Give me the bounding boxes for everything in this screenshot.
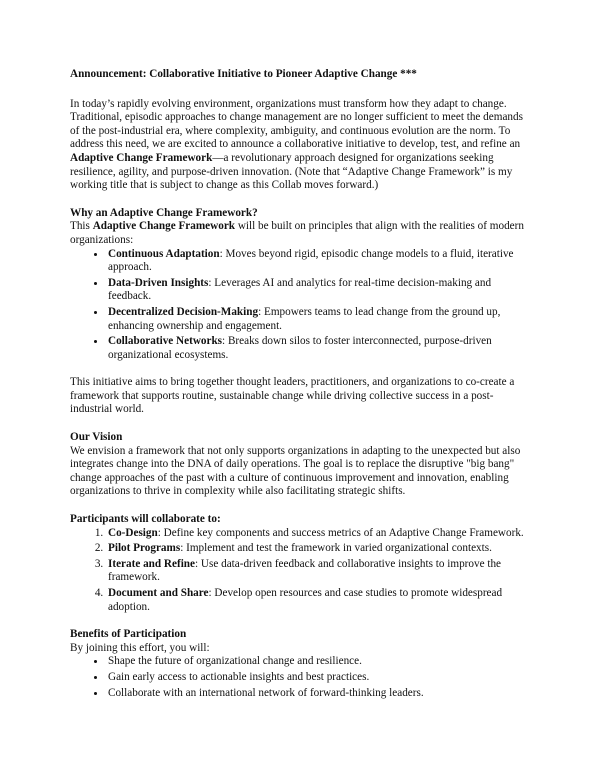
document-page bbox=[70, 68, 532, 714]
participants-list bbox=[70, 527, 532, 615]
why-closing: This initiative aims to bring together thought leaders, practitioners, and organizations to co-create a framework that supports routine, sustainable change while driving collective success in a post-industrial world. bbox=[70, 376, 515, 416]
benefits-intro: By joining this effort, you will: bbox=[70, 641, 210, 654]
list-item: • Continuous Adaptation: Moves beyond rigid, episodic change models to a fluid, iterative approach. bbox=[106, 248, 532, 275]
list-item: 2. Pilot Programs: Implement and test the framework in varied organizational contexts. bbox=[106, 542, 532, 556]
vision-paragraph: We envision a framework that not only supports organizations in adapting to the unexpected but also integrates change into the DNA of daily operations. The goal is to replace the disruptive "big bang" change approaches of the past with a culture of continuous improvement and innovation, enabling organizations to thrive in complexity while also facilitating strategic shifts. bbox=[70, 444, 521, 498]
why-heading: Why an Adaptive Change Framework? bbox=[70, 206, 258, 219]
list-item: • Shape the future of organizational change and resilience. bbox=[106, 655, 532, 669]
announcement-title: Announcement: Collaborative Initiative to Pioneer Adaptive Change *** bbox=[70, 68, 417, 80]
list-item: • Decentralized Decision-Making: Empowers teams to lead change from the ground up, enhancing ownership and engagement. bbox=[106, 306, 532, 333]
why-intro: This Adaptive Change Framework will be built on principles that align with the realities of modern organizations: bbox=[70, 220, 524, 246]
vision-heading: Our Vision bbox=[70, 431, 123, 444]
list-item: • Data-Driven Insights: Leverages AI and analytics for real-time decision-making and feedback. bbox=[106, 277, 532, 304]
list-item: • Collaborative Networks: Breaks down silos to foster interconnected, purpose-driven organizational ecosystems. bbox=[106, 335, 532, 362]
list-item: 3. Iterate and Refine: Use data-driven feedback and collaborative insights to improve the framework. bbox=[106, 558, 532, 585]
list-item: • Gain early access to actionable insights and best practices. bbox=[106, 671, 532, 685]
benefits-list bbox=[70, 655, 532, 700]
framework-name: Adaptive Change Framework bbox=[70, 151, 213, 164]
principles-list bbox=[70, 248, 532, 363]
participants-heading: Participants will collaborate to: bbox=[70, 513, 221, 526]
list-item: 1. Co-Design: Define key components and success metrics of an Adaptive Change Framework. bbox=[106, 527, 532, 541]
list-item: • Collaborate with an international network of forward-thinking leaders. bbox=[106, 687, 532, 701]
benefits-heading: Benefits of Participation bbox=[70, 628, 187, 641]
list-item: 4. Document and Share: Develop open resources and case studies to promote widespread adoption. bbox=[106, 587, 532, 614]
intro-paragraph: In today’s rapidly evolving environment, organizations must transform how they adapt to change. Traditional, episodic approaches to change management are no longer sufficient to meet the demands of the post-industrial era, where complexity, ambiguity, and continuous evolution are the norm. To address this need, we are excited to announce a collaborative initiative to develop, test, and refine an Adaptive Change Framework—a revolutionary approach designed for organizations seeking resilience, agility, and purpose-driven innovation. (Note that “Adaptive Change Framework” is my working title that is subject to change as this Collab moves forward.) bbox=[70, 97, 523, 192]
